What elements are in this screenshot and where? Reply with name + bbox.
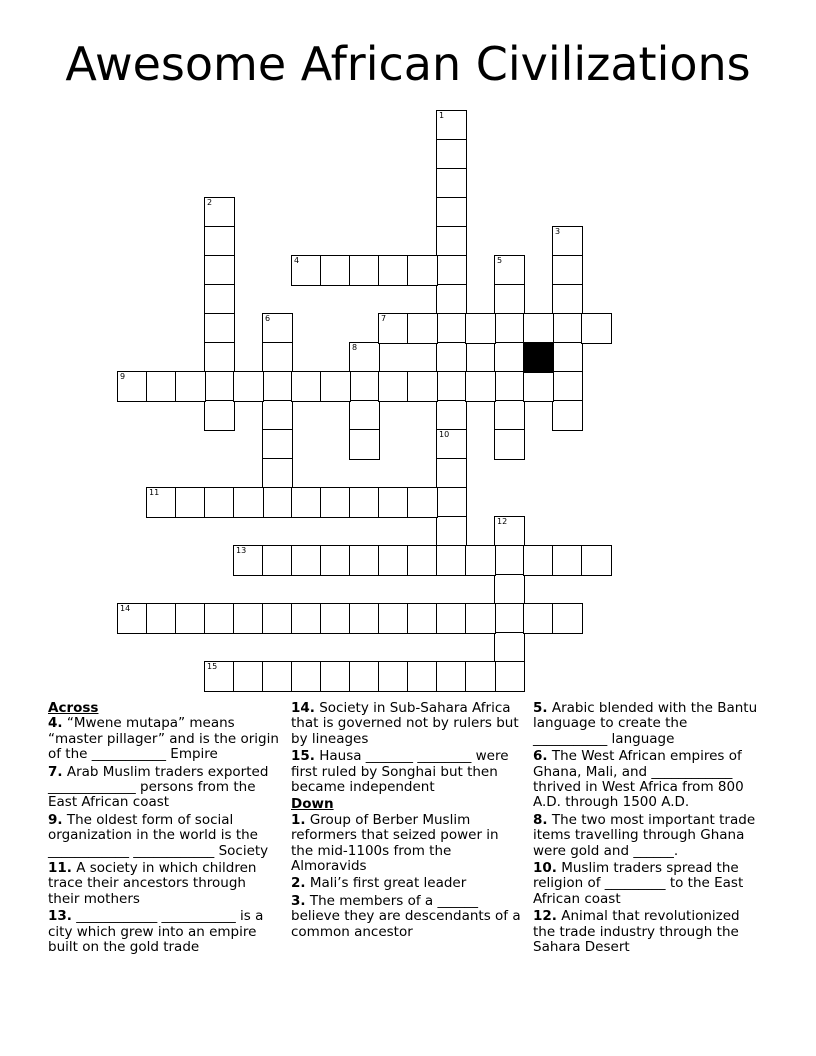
grid-cell[interactable] xyxy=(262,342,293,373)
down-clue-6 xyxy=(533,749,765,811)
grid-cell[interactable] xyxy=(378,313,409,344)
down-clue-5 xyxy=(533,701,765,747)
clue-number-label: 3 xyxy=(555,227,561,236)
clue-text: Group of Berber Muslim reformers that seized power in the mid-1100s from the Almoravids xyxy=(291,811,499,875)
clue-number-label: 7 xyxy=(381,314,387,323)
black-square xyxy=(523,342,554,373)
grid-cell[interactable] xyxy=(349,371,380,402)
grid-cell[interactable] xyxy=(204,284,235,315)
clue-text: The West African empires of Ghana, Mali, and ____________ thrived in West Africa from 800 A.D. through 1500 A.D. xyxy=(533,748,744,811)
clue-text: Arab Muslim traders exported _____________ persons from the East African coast xyxy=(48,763,269,811)
grid-cell[interactable] xyxy=(146,487,177,518)
grid-cell[interactable] xyxy=(262,313,293,344)
clue-column-1 xyxy=(48,701,280,958)
clue-number: 15. xyxy=(291,748,315,765)
clue-number-label: 15 xyxy=(207,662,218,671)
clue-number-label: 9 xyxy=(120,372,126,381)
clue-text: The two most important trade items travelling through Ghana were gold and ______. xyxy=(533,811,756,859)
grid-cell[interactable] xyxy=(465,313,496,344)
grid-cell[interactable] xyxy=(436,139,467,170)
clue-number: 1. xyxy=(291,811,306,828)
grid-cell[interactable] xyxy=(320,255,351,286)
grid-cell[interactable] xyxy=(465,545,496,576)
grid-cell[interactable] xyxy=(204,661,235,692)
grid-cell[interactable] xyxy=(494,603,525,634)
clue-number-label: 14 xyxy=(120,604,131,613)
grid-cell[interactable] xyxy=(204,603,235,634)
grid-cell[interactable] xyxy=(436,400,467,431)
clue-text: Arabic blended with the Bantu language to create the ___________ language xyxy=(533,700,758,747)
across-clue-7 xyxy=(48,765,280,811)
grid-cell[interactable] xyxy=(349,545,380,576)
grid-cell[interactable] xyxy=(552,371,583,402)
clue-text: Hausa _______ ________ were first ruled by Songhai but then became independent xyxy=(291,748,509,796)
grid-cell[interactable] xyxy=(291,487,322,518)
grid-cell[interactable] xyxy=(349,661,380,692)
grid-cell[interactable] xyxy=(291,371,322,402)
puzzle-title: Awesome African Civilizations xyxy=(65,37,751,91)
grid-cell[interactable] xyxy=(436,197,467,228)
grid-cell[interactable] xyxy=(233,603,264,634)
grid-cell[interactable] xyxy=(436,458,467,489)
grid-cell[interactable] xyxy=(262,371,293,402)
grid-cell[interactable] xyxy=(204,197,235,228)
grid-cell[interactable] xyxy=(291,603,322,634)
down-heading: Down xyxy=(291,796,334,813)
grid-cell[interactable] xyxy=(407,255,438,286)
grid-cell[interactable] xyxy=(581,545,612,576)
grid-cell[interactable] xyxy=(378,487,409,518)
grid-cell[interactable] xyxy=(494,313,525,344)
grid-cell[interactable] xyxy=(552,226,583,257)
grid-cell[interactable] xyxy=(204,313,235,344)
clue-number: 3. xyxy=(291,892,306,909)
grid-cell[interactable] xyxy=(465,603,496,634)
grid-cell[interactable] xyxy=(233,661,264,692)
grid-cell[interactable] xyxy=(407,313,438,344)
grid-cell[interactable] xyxy=(204,400,235,431)
clue-number: 7. xyxy=(48,763,63,780)
grid-cell[interactable] xyxy=(494,661,525,692)
grid-cell[interactable] xyxy=(349,487,380,518)
grid-cell[interactable] xyxy=(436,284,467,315)
clue-number: 12. xyxy=(533,908,557,925)
grid-cell[interactable] xyxy=(204,342,235,373)
grid-cell[interactable] xyxy=(233,371,264,402)
clue-number: 6. xyxy=(533,748,548,765)
grid-cell[interactable] xyxy=(523,313,554,344)
grid-cell[interactable] xyxy=(320,661,351,692)
clue-text: Society in Sub-Sahara Africa that is governed not by rulers but by lineages xyxy=(291,700,519,747)
grid-cell[interactable] xyxy=(552,313,583,344)
grid-cell[interactable] xyxy=(117,371,148,402)
grid-cell[interactable] xyxy=(494,516,525,547)
grid-cell[interactable] xyxy=(262,458,293,489)
grid-cell[interactable] xyxy=(436,168,467,199)
grid-cell[interactable] xyxy=(552,545,583,576)
grid-cell[interactable] xyxy=(320,487,351,518)
grid-cell[interactable] xyxy=(523,603,554,634)
grid-cell[interactable] xyxy=(349,400,380,431)
grid-cell[interactable] xyxy=(262,400,293,431)
grid-cell[interactable] xyxy=(262,429,293,460)
grid-cell[interactable] xyxy=(494,574,525,605)
clue-column-3 xyxy=(533,701,765,958)
clue-number-label: 8 xyxy=(352,343,358,352)
clue-number: 8. xyxy=(533,811,548,828)
across-heading: Across xyxy=(48,700,99,716)
clue-number-label: 5 xyxy=(497,256,503,265)
grid-cell[interactable] xyxy=(494,429,525,460)
grid-cell[interactable] xyxy=(291,255,322,286)
clue-number: 9. xyxy=(48,811,63,828)
clue-number: 13. xyxy=(48,908,72,925)
grid-cell[interactable] xyxy=(407,371,438,402)
grid-cell[interactable] xyxy=(465,371,496,402)
grid-cell[interactable] xyxy=(436,342,467,373)
grid-cell[interactable] xyxy=(262,545,293,576)
grid-cell[interactable] xyxy=(436,661,467,692)
clue-number: 4. xyxy=(48,715,63,732)
grid-cell[interactable] xyxy=(262,487,293,518)
down-clue-12 xyxy=(533,909,765,955)
grid-cell[interactable] xyxy=(436,545,467,576)
grid-cell[interactable] xyxy=(175,487,206,518)
grid-cell[interactable] xyxy=(291,545,322,576)
across-clue-11 xyxy=(48,861,280,907)
down-clue-8 xyxy=(533,813,765,859)
clue-text: The members of a ______ believe they are descendants of a common ancestor xyxy=(291,892,521,940)
grid-cell[interactable] xyxy=(204,487,235,518)
grid-cell[interactable] xyxy=(494,545,525,576)
clue-column-2 xyxy=(291,701,525,942)
grid-cell[interactable] xyxy=(436,429,467,460)
grid-cell[interactable] xyxy=(436,603,467,634)
grid-cell[interactable] xyxy=(523,371,554,402)
across-clue-9 xyxy=(48,813,280,859)
grid-cell[interactable] xyxy=(552,255,583,286)
grid-cell[interactable] xyxy=(349,255,380,286)
clue-text: A society in which children trace their ancestors through their mothers xyxy=(48,860,257,907)
grid-cell[interactable] xyxy=(117,603,148,634)
grid-cell[interactable] xyxy=(291,661,322,692)
clue-number: 14. xyxy=(291,700,315,716)
grid-cell[interactable] xyxy=(494,342,525,373)
clue-number-label: 1 xyxy=(439,111,445,120)
grid-cell[interactable] xyxy=(233,545,264,576)
grid-cell[interactable] xyxy=(146,603,177,634)
across-clue-15 xyxy=(291,749,525,795)
grid-cell[interactable] xyxy=(320,371,351,402)
clue-text: The oldest form of social organization in the world is the ____________ ____________ Society xyxy=(48,811,269,859)
grid-cell[interactable] xyxy=(378,545,409,576)
grid-cell[interactable] xyxy=(175,371,206,402)
clue-number-label: 2 xyxy=(207,198,213,207)
grid-cell[interactable] xyxy=(436,516,467,547)
grid-cell[interactable] xyxy=(407,545,438,576)
grid-cell[interactable] xyxy=(320,545,351,576)
grid-cell[interactable] xyxy=(204,371,235,402)
clue-text: Muslim traders spread the religion of _________ to the East African coast xyxy=(533,860,744,907)
grid-cell[interactable] xyxy=(436,110,467,141)
grid-cell[interactable] xyxy=(494,632,525,663)
across-clue-13 xyxy=(48,909,280,955)
grid-cell[interactable] xyxy=(378,255,409,286)
clue-text: Animal that revolutionized the trade industry through the Sahara Desert xyxy=(533,908,740,956)
clue-text: Mali’s first great leader xyxy=(309,875,467,892)
down-clue-2 xyxy=(291,876,525,891)
across-clue-4 xyxy=(48,716,280,762)
down-clue-3 xyxy=(291,894,525,940)
grid-cell[interactable] xyxy=(494,255,525,286)
grid-cell[interactable] xyxy=(233,487,264,518)
across-clue-14 xyxy=(291,701,525,747)
down-clue-1 xyxy=(291,813,525,875)
grid-cell[interactable] xyxy=(552,342,583,373)
grid-cell[interactable] xyxy=(204,255,235,286)
clue-number: 5. xyxy=(533,700,548,716)
grid-cell[interactable] xyxy=(465,661,496,692)
grid-cell[interactable] xyxy=(436,313,467,344)
grid-cell[interactable] xyxy=(407,487,438,518)
grid-cell[interactable] xyxy=(378,661,409,692)
grid-cell[interactable] xyxy=(494,400,525,431)
grid-cell[interactable] xyxy=(349,342,380,373)
down-clue-10 xyxy=(533,861,765,907)
clue-text: ____________ ___________ is a city which grew into an empire built on the gold trade xyxy=(48,908,264,956)
grid-cell[interactable] xyxy=(204,226,235,257)
clue-number: 11. xyxy=(48,860,72,877)
grid-cell[interactable] xyxy=(262,661,293,692)
grid-cell[interactable] xyxy=(175,603,206,634)
grid-cell[interactable] xyxy=(552,400,583,431)
grid-cell[interactable] xyxy=(581,313,612,344)
clue-text: “Mwene mutapa” means “master pillager” and is the origin of the ___________ Empire xyxy=(48,715,279,763)
grid-cell[interactable] xyxy=(146,371,177,402)
grid-cell[interactable] xyxy=(378,603,409,634)
grid-cell[interactable] xyxy=(494,284,525,315)
grid-cell[interactable] xyxy=(436,371,467,402)
grid-cell[interactable] xyxy=(552,603,583,634)
grid-cell[interactable] xyxy=(407,661,438,692)
grid-cell[interactable] xyxy=(349,429,380,460)
grid-cell[interactable] xyxy=(436,487,467,518)
clue-number-label: 12 xyxy=(497,517,508,526)
grid-cell[interactable] xyxy=(523,545,554,576)
clue-number-label: 11 xyxy=(149,488,160,497)
clue-number: 10. xyxy=(533,860,557,877)
grid-cell[interactable] xyxy=(407,603,438,634)
grid-cell[interactable] xyxy=(378,371,409,402)
grid-cell[interactable] xyxy=(320,603,351,634)
clue-number-label: 6 xyxy=(265,314,271,323)
grid-cell[interactable] xyxy=(262,603,293,634)
clue-number-label: 13 xyxy=(236,546,247,555)
grid-cell[interactable] xyxy=(436,255,467,286)
clue-number: 2. xyxy=(291,875,306,892)
grid-cell[interactable] xyxy=(494,371,525,402)
grid-cell[interactable] xyxy=(552,284,583,315)
clue-number-label: 4 xyxy=(294,256,300,265)
grid-cell[interactable] xyxy=(436,226,467,257)
clue-number-label: 10 xyxy=(439,430,450,439)
grid-cell[interactable] xyxy=(349,603,380,634)
